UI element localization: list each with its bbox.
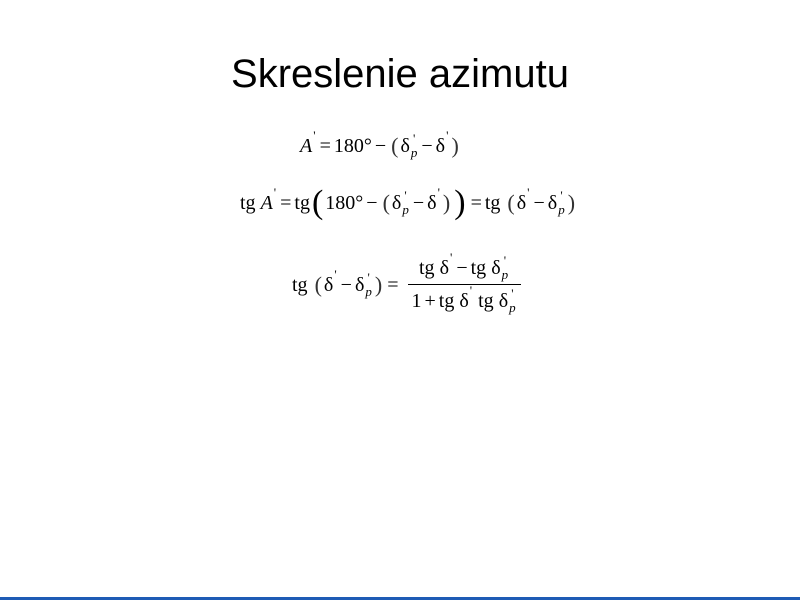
prime-sub-p: ' p [558,188,565,217]
prime-sub-p: ' p [509,286,516,315]
tg-function: tg [438,290,455,312]
left-paren: ( [314,271,322,297]
left-paren: ( [391,133,399,158]
symbol-delta: δ [498,290,509,312]
right-paren: ) [451,133,459,158]
right-paren: ) [374,271,383,297]
right-paren: ) [567,190,576,215]
symbol-delta: δ [323,273,334,296]
symbol-A: A [260,192,273,214]
prime-mark: ' [313,128,316,143]
minus-sign: − [366,192,378,214]
minus-sign: − [456,257,468,279]
minus-sign: − [340,273,352,296]
tg-function: tg [240,192,256,214]
prime-sub-p: ' p [410,131,418,160]
plus-sign: + [424,290,436,312]
fraction-denominator [408,283,521,315]
equals-sign: = [387,273,399,296]
equals-sign: = [470,192,482,214]
equals-sign: = [280,192,292,214]
symbol-delta: δ [354,273,365,296]
equation-3 [292,250,521,315]
prime-sub-p: ' p [501,253,509,282]
symbol-A: A [300,135,313,157]
big-left-paren: ( [311,184,324,221]
big-right-paren: ) [454,184,466,221]
prime-mark: ' [450,250,453,265]
left-paren: ( [507,190,515,215]
tg-function: tg [294,192,310,214]
slide-title: Skreslenie azimutu [231,52,569,96]
symbol-delta: δ [547,192,558,214]
prime-mark: ' [273,185,277,200]
tg-function: tg [419,257,435,279]
left-paren: ( [382,190,390,215]
tg-function: tg [478,290,494,312]
symbol-delta: δ [427,192,437,214]
symbol-delta: δ [400,135,410,157]
symbol-delta: δ [491,257,501,279]
minus-sign: − [421,135,433,157]
symbol-delta: δ [435,135,446,157]
prime-mark: ' [446,128,449,143]
minus-sign: − [533,192,545,214]
minus-sign: − [374,135,387,157]
tg-function: tg [292,273,308,296]
prime-mark: ' [334,266,337,282]
degree-sign: ° [363,135,372,157]
degree-sign: ° [355,192,364,214]
right-paren: ) [442,190,451,215]
fraction-bar [408,284,521,285]
number-180: 180 [325,192,356,214]
tg-function: tg [470,257,487,279]
equation-2 [240,184,577,221]
tg-function: tg [484,192,501,214]
fraction-numerator [415,250,513,282]
fraction [408,250,521,315]
prime-sub-p: ' p [402,188,409,217]
symbol-delta: δ [439,257,449,279]
minus-sign: − [412,192,425,214]
number-180: 180 [333,135,364,157]
equals-sign: = [319,135,331,157]
equation-1 [300,128,461,160]
prime-mark: ' [469,283,473,298]
prime-mark: ' [437,185,440,200]
symbol-delta: δ [459,290,469,312]
prime-sub-p: ' p [365,269,372,299]
symbol-delta: δ [516,192,527,214]
symbol-delta: δ [391,192,402,214]
prime-mark: ' [527,185,530,200]
number-one: 1 [411,290,422,312]
